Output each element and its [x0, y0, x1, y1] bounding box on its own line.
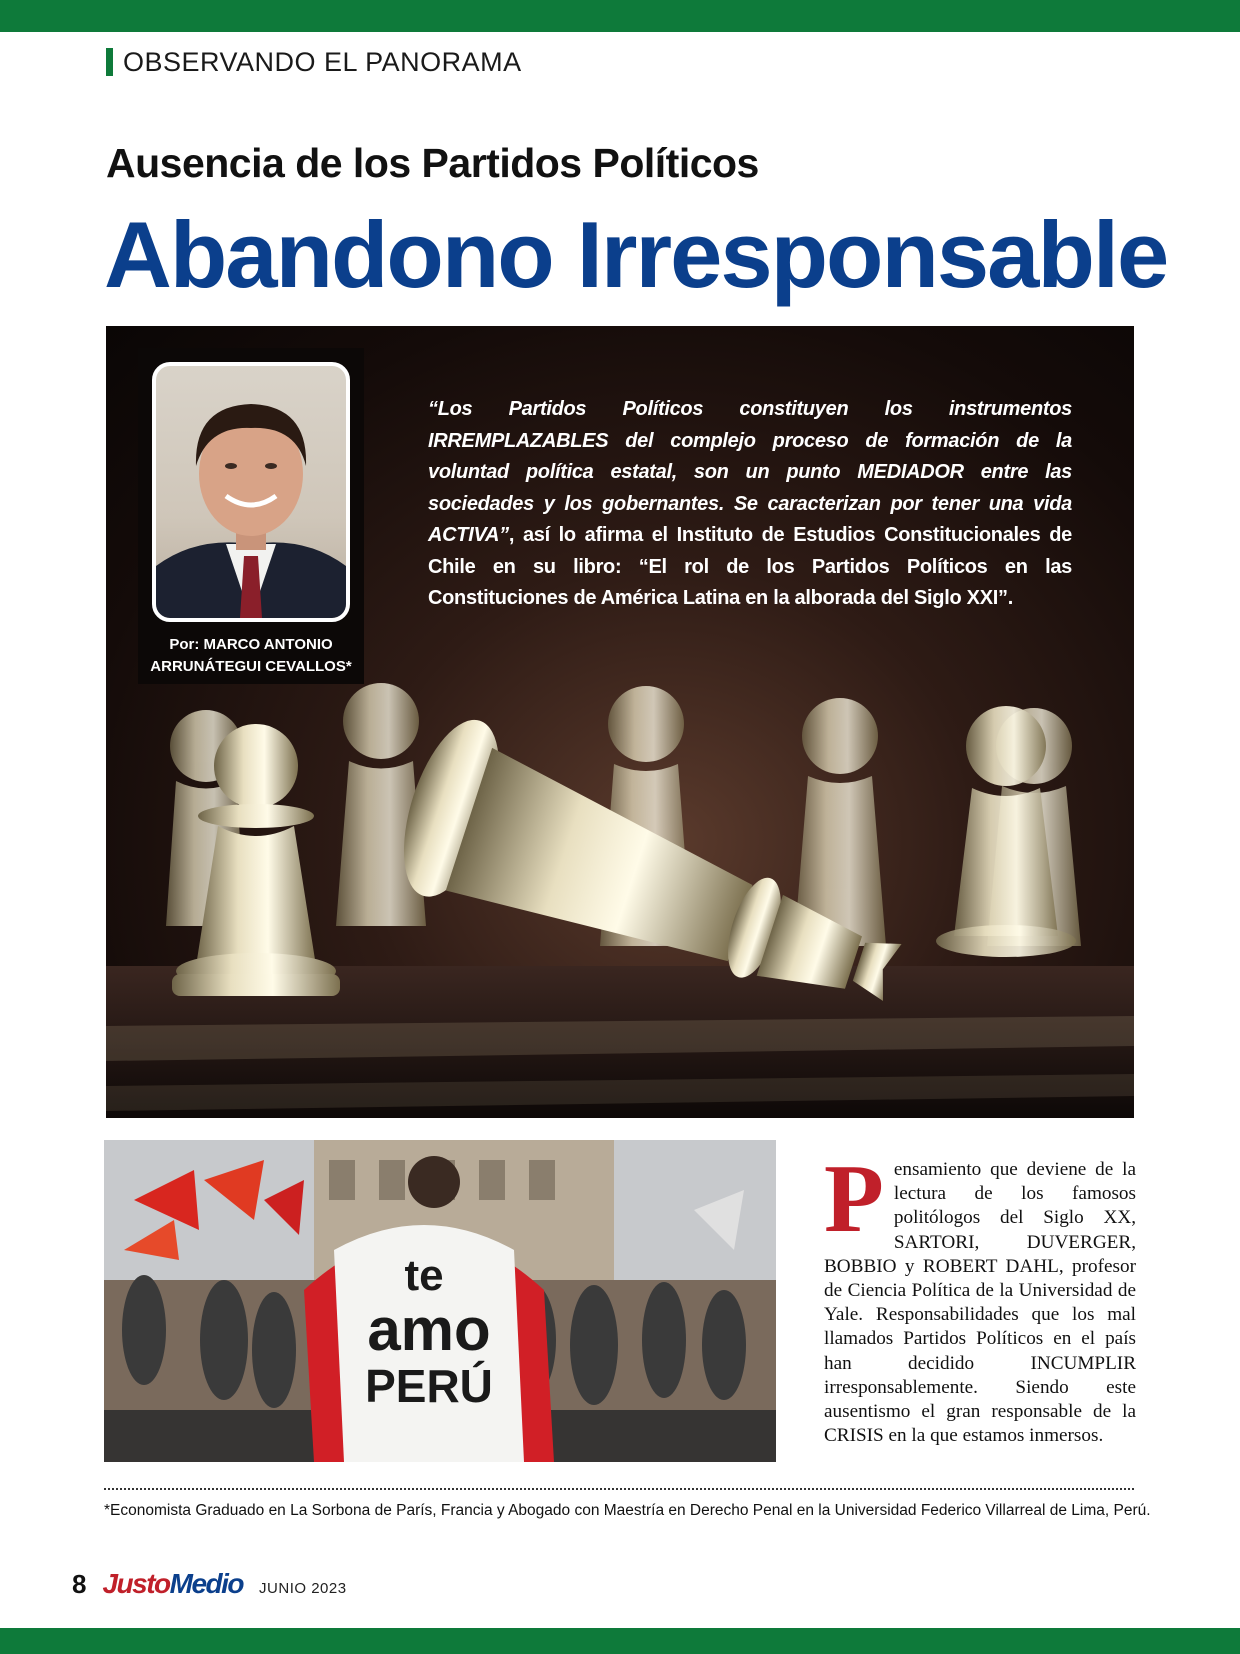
author-box: [138, 348, 364, 684]
protest-illustration: [104, 1140, 776, 1462]
section-marker: [106, 48, 113, 76]
top-green-bar: [0, 0, 1240, 32]
author-footnote: *Economista Graduado en La Sorbona de París, Francia y Abogado con Maestría en Derecho Penal en la Universidad Federico Villarreal de Lima, Perú.: [104, 1502, 1151, 1519]
author-byline-line1: Por: MARCO ANTONIO: [169, 636, 333, 653]
bottom-green-bar: [0, 1628, 1240, 1654]
article-body-text: ensamiento que deviene de la lectura de los famosos politólogos del Siglo XX, SARTORI, DUVERGER, BOBBIO y ROBERT DAHL, profesor de Ciencia Política de la Universidad de Yale. Responsabilidades que los mal llamados Partidos Políticos en el país han decidido INCUMPLIR irresponsablemente. Siendo este ausentismo el gran responsable de la CRISIS en la que estamos inmersos.: [824, 1159, 1136, 1447]
shirt-text-line3: PERÚ: [365, 1360, 493, 1412]
footnote-divider: [104, 1488, 1134, 1490]
magazine-logo: [102, 1568, 243, 1600]
drop-cap: P: [824, 1145, 884, 1253]
issue-date: JUNIO 2023: [259, 1580, 347, 1597]
shirt-text-line1: te: [404, 1251, 444, 1300]
page-number: 8: [72, 1569, 87, 1599]
shirt-text-line2: amo: [367, 1296, 491, 1363]
section-title: OBSERVANDO EL PANORAMA: [123, 46, 522, 77]
protest-photo: [104, 1140, 776, 1462]
article-headline: Abandono Irresponsable: [104, 202, 1168, 307]
logo-part-medio: Medio: [169, 1568, 244, 1599]
section-label: [106, 46, 522, 78]
article-body: [824, 1145, 1136, 1448]
author-byline-line2: ARRUNÁTEGUI CEVALLOS*: [150, 658, 352, 675]
pull-quote-rest: , así lo afirma el Instituto de Estudios Constitucionales de Chile en su libro: “El rol de los Partidos Políticos en las Constituciones de América Latina en la alborada del Siglo XXI”.: [428, 524, 1072, 609]
pull-quote: [428, 394, 1072, 615]
hero-chess-image: [106, 326, 1134, 1118]
article-kicker: Ausencia de los Partidos Políticos: [106, 140, 759, 186]
logo-part-justo: Justo: [102, 1568, 170, 1599]
page-footer: [72, 1568, 347, 1600]
author-portrait: [156, 366, 346, 618]
author-byline: [138, 634, 364, 678]
author-photo: [152, 362, 350, 622]
pull-quote-italic: “Los Partidos Políticos constituyen los instrumentos IRREMPLAZABLES del complejo proceso de formación de la voluntad política estatal, son un punto MEDIADOR entre las sociedades y los gobernantes. Se caracterizan por tener una vida ACTIVA”: [428, 398, 1072, 546]
